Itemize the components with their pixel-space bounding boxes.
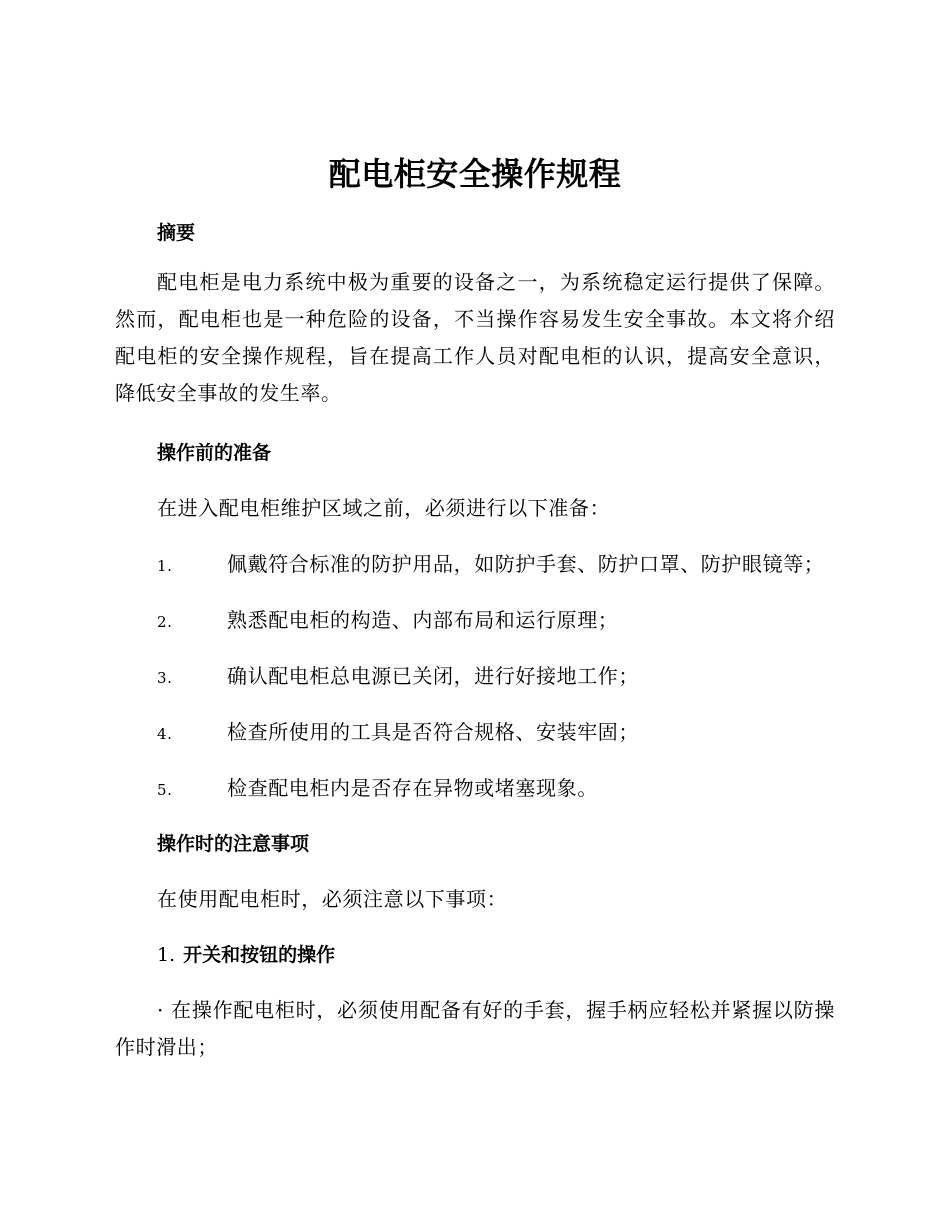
list-item	[115, 771, 835, 807]
precautions-intro: 在使用配电柜时，必须注意以下事项：	[157, 887, 508, 911]
bullet-paragraph: · 在操作配电柜时，必须使用配备有好的手套，握手柄应轻松并紧握以防操作时滑出；	[115, 998, 835, 1059]
list-item-number: 5.	[157, 781, 173, 799]
list-item	[115, 603, 835, 639]
list-item-text: 确认配电柜总电源已关闭，进行好接地工作；	[227, 664, 639, 688]
document-title: 配电柜安全操作规程	[328, 155, 622, 193]
list-item	[115, 547, 835, 583]
list-item-number: 1.	[157, 557, 173, 575]
list-item-text: 熟悉配电柜的构造、内部布局和运行原理；	[227, 608, 619, 632]
list-item-text: 佩戴符合标准的防护用品，如防护手套、防护口罩、防护眼镜等；	[227, 552, 825, 576]
switch-button-subheading	[115, 938, 835, 972]
preparation-list	[115, 547, 835, 807]
precautions-heading: 操作时的注意事项	[157, 833, 310, 855]
list-item-number: 4.	[157, 725, 173, 743]
list-item-text: 检查所使用的工具是否符合规格、安装牢固；	[227, 720, 639, 744]
preparation-heading: 操作前的准备	[157, 442, 272, 464]
preparation-intro: 在进入配电柜维护区域之前，必须进行以下准备：	[157, 496, 611, 520]
list-item-number: 3.	[157, 669, 173, 687]
list-item	[115, 715, 835, 751]
abstract-paragraph: 配电柜是电力系统中极为重要的设备之一，为系统稳定运行提供了保障。然而，配电柜也是一种危险的设备，不当操作容易发生安全事故。本文将介绍配电柜的安全操作规程，旨在提高工作人员对配电柜的认识，提高安全意识，降低安全事故的发生率。	[115, 270, 835, 405]
document-content	[115, 150, 835, 1066]
subheading-number: 1.	[157, 944, 176, 966]
subheading-title: 开关和按钮的操作	[183, 944, 336, 966]
abstract-heading: 摘要	[157, 222, 196, 244]
list-item-number: 2.	[157, 613, 173, 631]
list-item	[115, 659, 835, 695]
list-item-text: 检查配电柜内是否存在异物或堵塞现象。	[227, 776, 598, 800]
